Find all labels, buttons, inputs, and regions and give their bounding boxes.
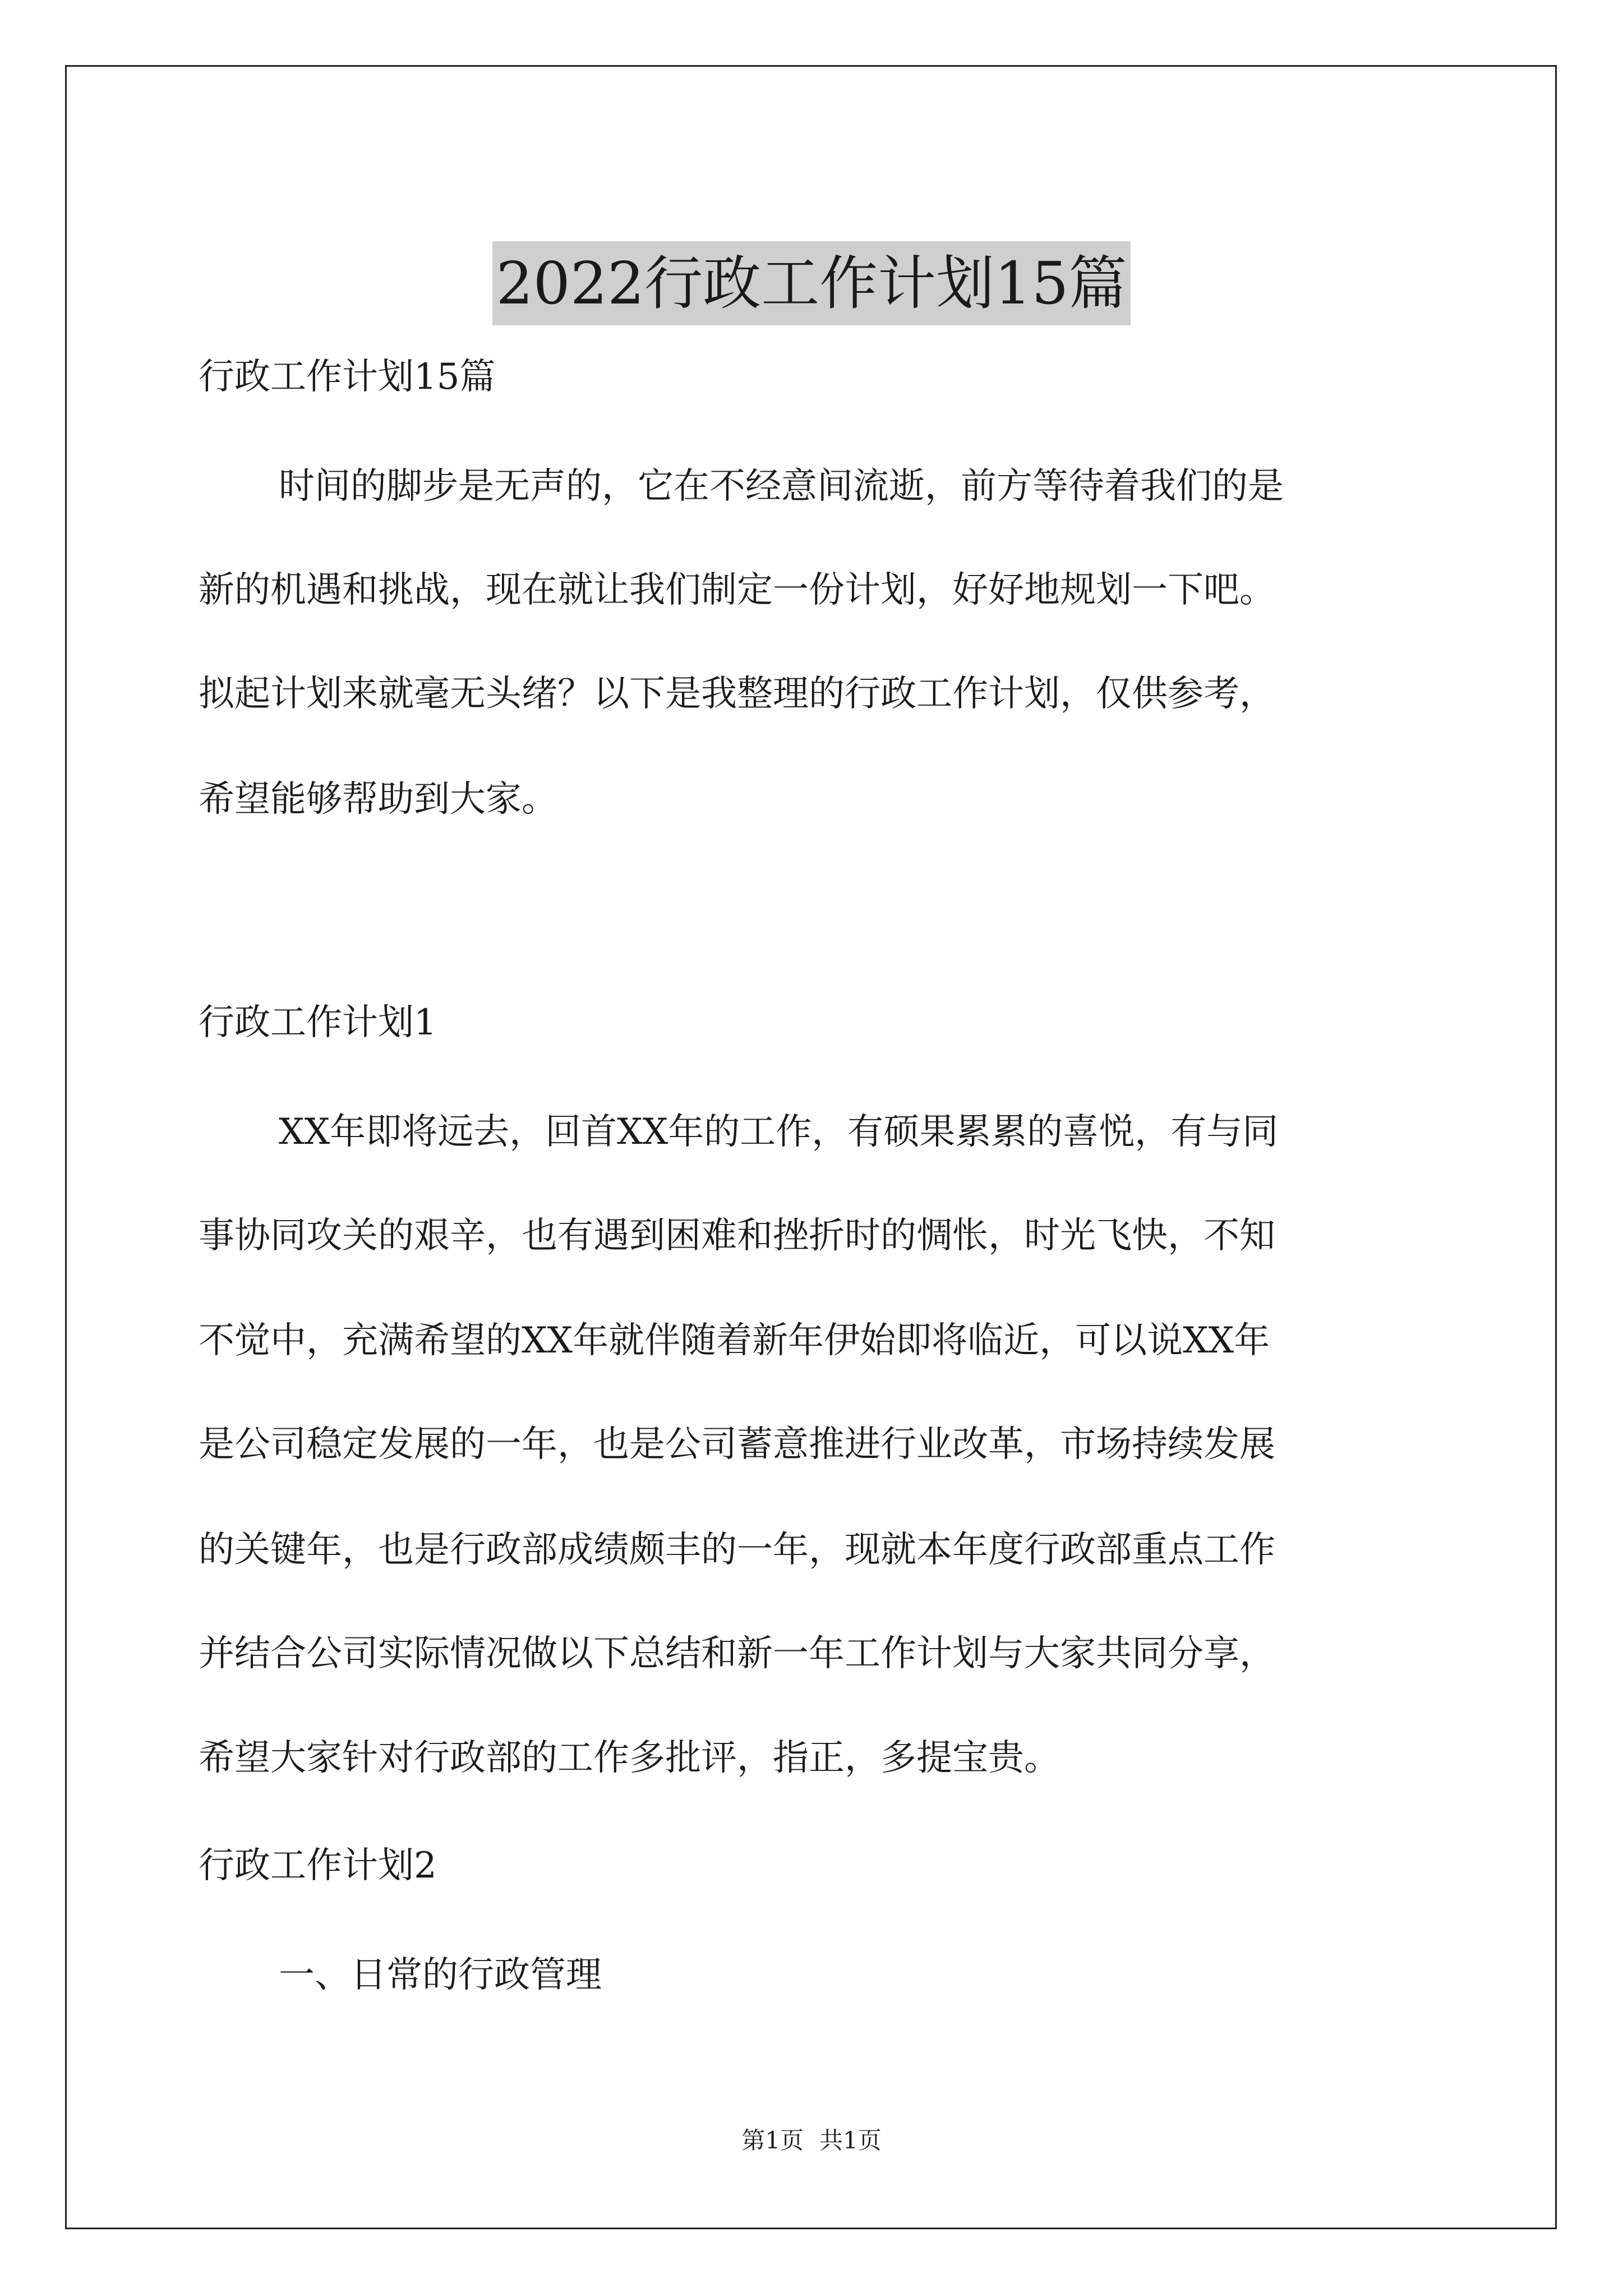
document-title: 2022行政工作计划15篇	[492, 241, 1130, 325]
page-total: 共1页	[819, 2127, 882, 2154]
intro-line: 拟起计划来就毫无头绪？以下是我整理的行政工作计划，仅供参考，	[199, 673, 1275, 715]
paragraph-line: 事协同攻关的艰辛，也有遇到困难和挫折时的惆怅，时光飞快，不知	[199, 1215, 1275, 1257]
intro-line: 新的机遇和挑战，现在就让我们制定一份计划，好好地规划一下吧。	[199, 569, 1275, 611]
paragraph-line: 希望大家针对行政部的工作多批评，指正，多提宝贵。	[199, 1737, 1060, 1779]
intro-line: 时间的脚步是无声的，它在不经意间流逝，前方等待着我们的是	[279, 466, 1284, 507]
section-heading: 行政工作计划1	[199, 1002, 437, 1043]
section-heading: 行政工作计划2	[199, 1845, 437, 1887]
paragraph-line: 并结合公司实际情况做以下总结和新一年工作计划与大家共同分享，	[199, 1633, 1275, 1674]
paragraph-line: 的关键年，也是行政部成绩颇丰的一年，现就本年度行政部重点工作	[199, 1529, 1275, 1571]
page-number: 第1页	[741, 2127, 804, 2154]
paragraph-line: XX年即将远去，回首XX年的工作，有硕果累累的喜悦，有与同	[279, 1111, 1279, 1153]
paragraph-line: 是公司稳定发展的一年，也是公司蓄意推进行业改革，市场持续发展	[199, 1424, 1275, 1465]
paragraph-line: 一、日常的行政管理	[279, 1954, 602, 1996]
intro-line: 希望能够帮助到大家。	[199, 779, 557, 820]
paragraph-line: 不觉中，充满希望的XX年就伴随着新年伊始即将临近，可以说XX年	[199, 1320, 1270, 1361]
subtitle: 行政工作计划15篇	[199, 356, 496, 398]
page-footer	[0, 2124, 1623, 2157]
